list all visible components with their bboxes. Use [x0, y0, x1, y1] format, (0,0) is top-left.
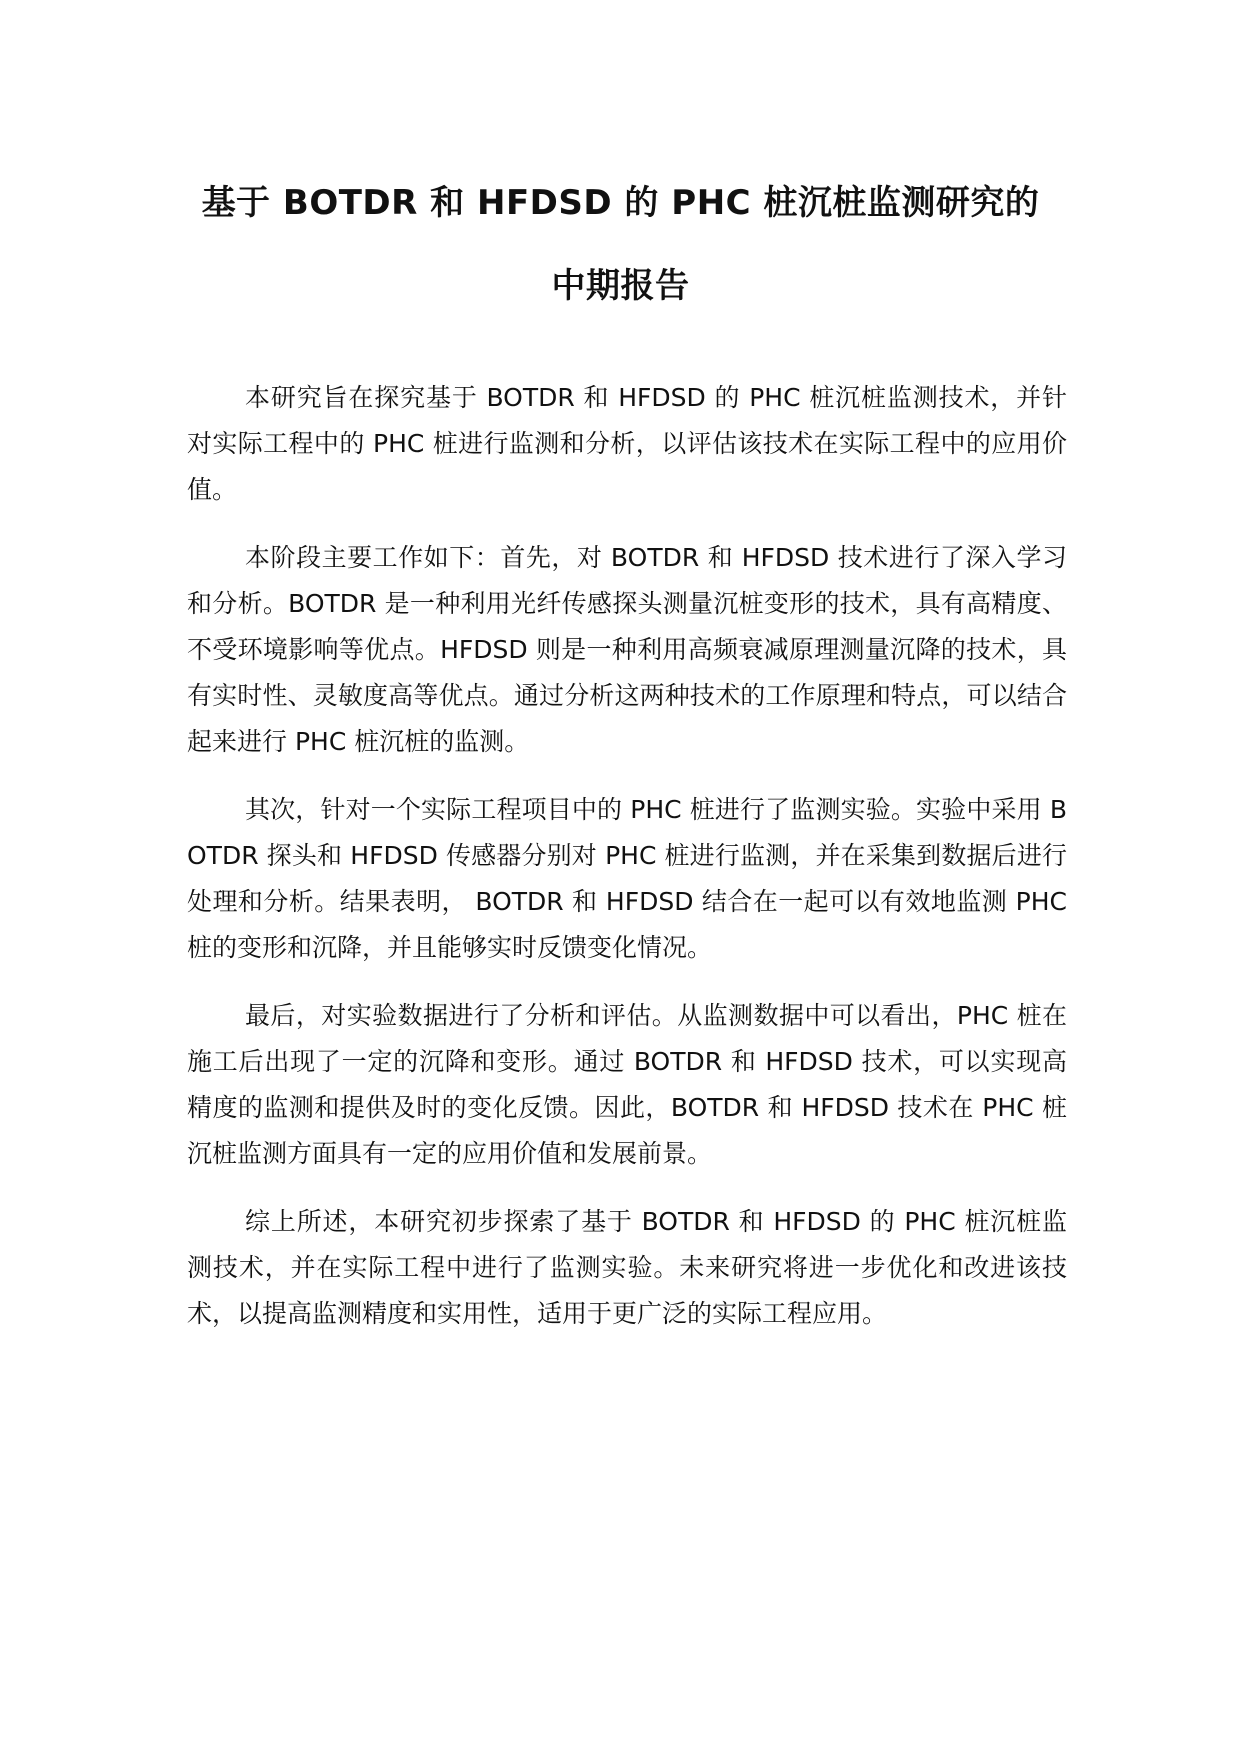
paragraph-2: 本阶段主要工作如下：首先，对 BOTDR 和 HFDSD 技术进行了深入学习和分析。BOTDR 是一种利用光纤传感探头测量沉桩变形的技术，具有高精度、不受环境影响等优点。HFDSD 则是一种利用高频衰减原理测量沉降的技术，具有实时性、灵敏度高等优点。通过分析这两种技术的工作原理和特点，可以结合起来进行 PHC 桩沉桩的监测。 — [187, 543, 1067, 756]
document-title-line-2: 中期报告 — [551, 266, 690, 306]
paragraph-4: 最后，对实验数据进行了分析和评估。从监测数据中可以看出，PHC 桩在施工后出现了一定的沉降和变形。通过 BOTDR 和 HFDSD 技术，可以实现高精度的监测和提供及时的变化反馈。因此，BOTDR 和 HFDSD 技术在 PHC 桩沉桩监测方面具有一定的应用价值和发展前景。 — [187, 1001, 1067, 1168]
paragraph-1: 本研究旨在探究基于 BOTDR 和 HFDSD 的 PHC 桩沉桩监测技术，并针对实际工程中的 PHC 桩进行监测和分析，以评估该技术在实际工程中的应用价值。 — [187, 383, 1067, 504]
document-title-line-1: 基于 BOTDR 和 HFDSD 的 PHC 桩沉桩监测研究的 — [201, 183, 1040, 223]
paragraph-5: 综上所述，本研究初步探索了基于 BOTDR 和 HFDSD 的 PHC 桩沉桩监测技术，并在实际工程中进行了监测实验。未来研究将进一步优化和改进该技术，以提高监测精度和实用性，适用于更广泛的实际工程应用。 — [187, 1207, 1067, 1328]
paragraph-3: 其次，针对一个实际工程项目中的 PHC 桩进行了监测实验。实验中采用 BOTDR 探头和 HFDSD 传感器分别对 PHC 桩进行监测，并在采集到数据后进行处理和分析。结果表明， BOTDR 和 HFDSD 结合在一起可以有效地监测 PHC 桩的变形和沉降，并且能够实时反馈变化情况。 — [187, 795, 1067, 962]
document-body — [187, 375, 1067, 1359]
